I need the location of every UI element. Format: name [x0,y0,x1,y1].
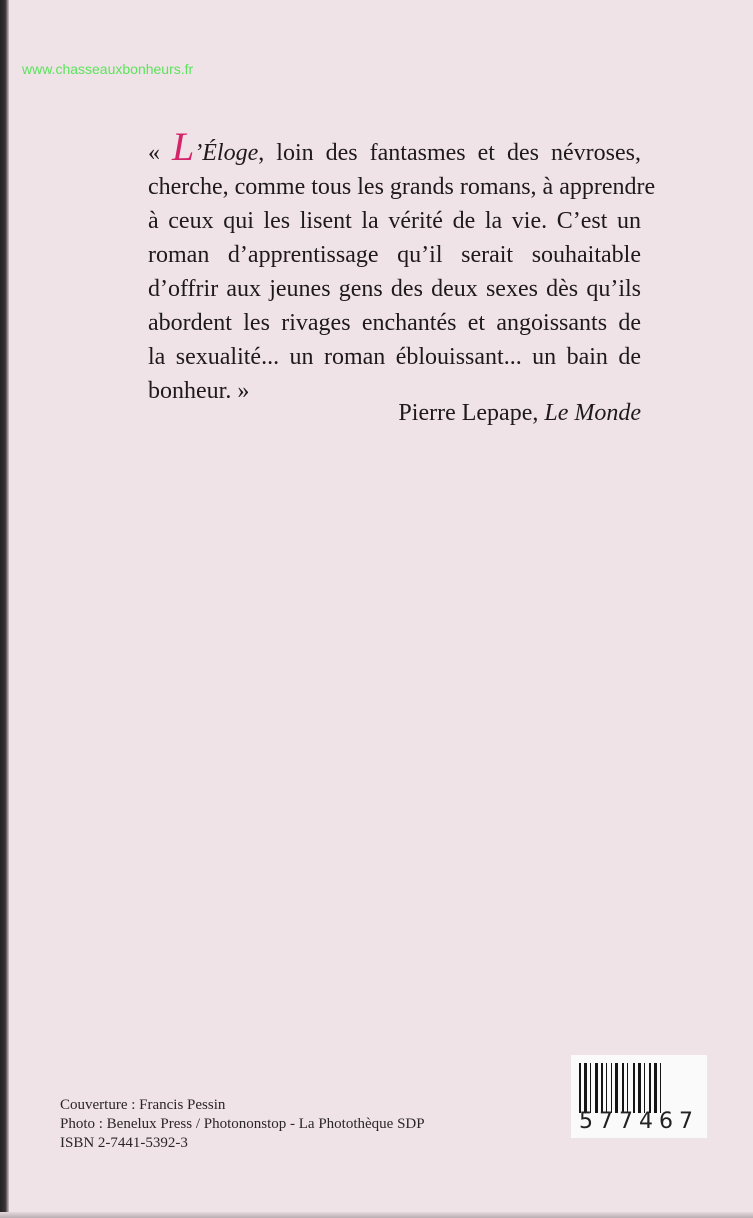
quote-line: abordent les rivages enchantés et angoissants de [148,310,641,336]
isbn: ISBN 2-7441-5392-3 [60,1135,188,1151]
review-quote [148,124,656,408]
quote-line: cherche, comme tous les grands romans, à apprendre [148,174,656,200]
cover-credit: Couverture : Francis Pessin [60,1097,226,1113]
barcode-bar [644,1063,645,1113]
book-title: ’Éloge [194,140,259,166]
open-quote-mark: « [148,140,173,166]
barcode-bar [579,1063,581,1113]
quote-line: bonheur. » [148,378,250,404]
barcode-bar [627,1063,628,1113]
quote-line: la sexualité... un roman éblouissant... un bain de [148,344,641,370]
barcode-bar [584,1063,587,1113]
barcode-bars [579,1063,699,1113]
barcode-bar [633,1063,635,1113]
quote-text: , loin des fantasmes et des névroses, [258,140,641,166]
barcode-bar [654,1063,657,1113]
quote-line: d’offrir aux jeunes gens des deux sexes dès qu’ils [148,276,641,302]
book-spine-edge [0,0,9,1218]
attribution-source: Le Monde [544,400,641,426]
barcode-bar [606,1063,607,1113]
book-bottom-edge [0,1212,753,1218]
barcode-bar [601,1063,603,1113]
barcode-bar [649,1063,651,1113]
attribution-author: Pierre Lepape, [398,400,545,426]
quote-line: roman d’apprentissage qu’il serait souhaitable [148,242,641,268]
quote-attribution [398,400,641,427]
quote-line: à ceux qui les lisent la vérité de la vie. C’est un [148,208,641,234]
barcode-bar [611,1063,612,1113]
barcode-bar [615,1063,618,1113]
quote-line [148,124,641,170]
quote-initial: L [172,124,195,169]
barcode-bar [638,1063,641,1113]
barcode-number: 577467 [579,1109,699,1134]
watermark-link[interactable]: www.chasseauxbonheurs.fr [22,61,194,77]
credits [60,1096,425,1153]
barcode-bar [595,1063,598,1113]
barcode [571,1055,707,1138]
photo-credit: Photo : Benelux Press / Photononstop - La Photothèque SDP [60,1116,425,1132]
barcode-bar [622,1063,624,1113]
barcode-bar [660,1063,661,1113]
barcode-bar [590,1063,591,1113]
